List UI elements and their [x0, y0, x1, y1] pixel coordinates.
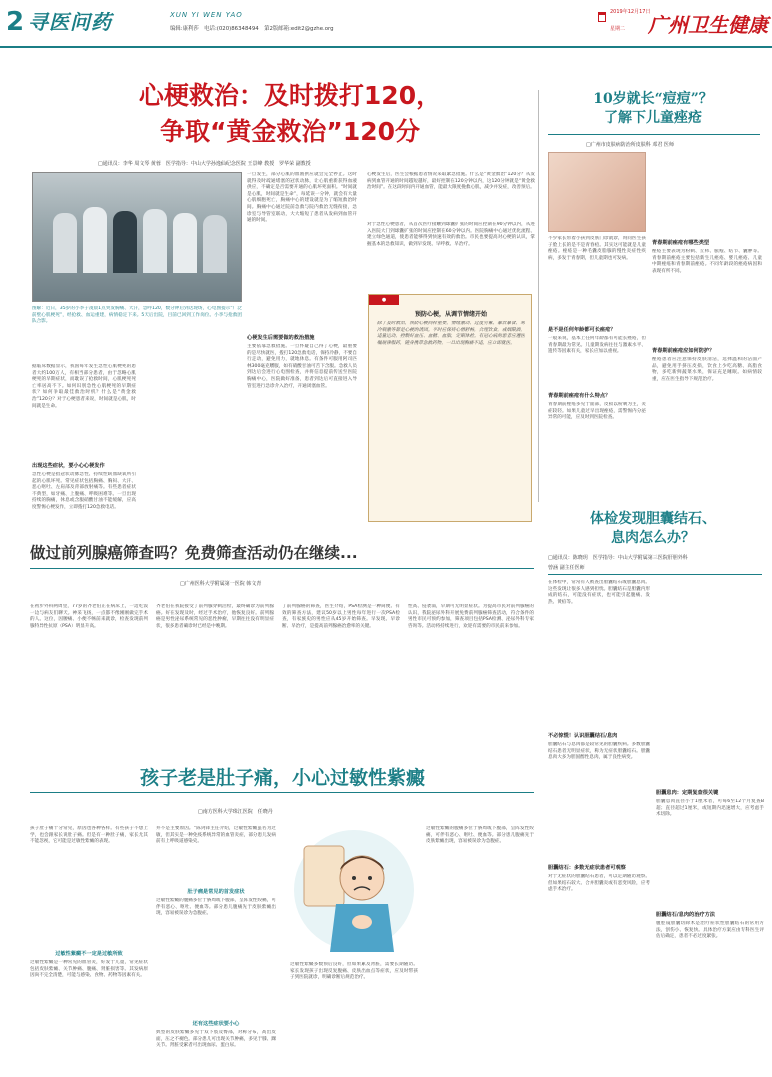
article1-subhead2: 心梗发生后需要做的救治措施 — [247, 335, 315, 341]
article1-body5: 对于急性心梗患者，从首次医疗接触到球囊扩张的时间应控制在90分钟以内，从进入医院大门到球囊扩张的时间应控制在60分钟以内。医院胸痛中心通过优化流程、建立绿色通道，使患者能够得到快速有效的救治。市民也要提高对心梗的认识，掌握基本的急救知识，做到早发现、早呼救、早治疗。 — [367, 222, 535, 247]
masthead-rule — [0, 46, 772, 48]
article2-col4: 性高、侵袭弱，早期可无明显症状。为提高市民对前列腺癌的认识，我院泌尿外科开展免费前列腺癌筛查活动，符合条件的男性市民可预约参加，筛查项目包括PSA检测、泌尿外科专家咨询等。活动将持续进行，欢迎有需要的市民前来参加。 — [408, 604, 534, 629]
side1-intro: 不少家长带着小孩到皮肤门诊就诊，询问医生孩子脸上长的是不是青春痘。其实这可能就是儿童痤疮。痤疮是一种毛囊皮脂腺的慢性炎症性疾病，多发于青春期，但儿童期也可发病。 — [548, 236, 646, 261]
side1-subhead4: 青春期前痤疮应如何防护？ — [652, 348, 715, 354]
article3-byline: □南方医科大学珠江医院 任晓丹 — [198, 809, 273, 815]
side2-headline — [546, 510, 760, 548]
article2-byline: □广州医科大学附属第一医院 韩文青 — [180, 581, 262, 587]
page-number: 2 — [6, 7, 25, 37]
article3-col2 — [156, 826, 276, 1072]
child-stomachache-illustration — [290, 826, 418, 954]
side1-body2: 一般来说，基本上任何年龄都有可能长痤疮，但青春期最为常见。儿童期发病往往与激素水平、遗传等因素有关，家长应加以重视。 — [548, 336, 646, 355]
side2-body1: 在体检中，常常有人被查出胆囊结石或胆囊息肉。这些发现让很多人感到担忧。胆囊结石是胆囊内形成的结石，可能没有症状，也可能引起腹痛、发热、黄疸等。 — [548, 580, 650, 605]
masthead-info: 编辑:康利莎 电话:(020)86348494 第2版邮箱:edit2@gzhe.org — [170, 26, 334, 32]
article3-body1: 孩子肚子痛十分常见，原因也各种各样。有些孩子不想上学，也会跟家长说肚子痛。但是有一种肚子痛，家长尤其不能忽视，它可能是过敏性紫癜的表现。 — [30, 826, 148, 845]
article1-col3 — [247, 172, 357, 542]
article3-subhead2: 肚子痛是常见的首发症状 — [187, 889, 245, 895]
article2-col3: 了前列腺癌的筛查，医生介绍，PSA检测是一种简便、有效的筛查方法，建议50岁以上男性每年进行一次PSA检查，有家族史的男性应从45岁开始筛查。早发现、早诊断、早治疗，是提高前列腺癌治愈率的关键。 — [282, 604, 400, 629]
side2-body4: 胆囊息肉直径小于1厘米者，可每6至12个月复查B超；直径超过1厘米，或短期内迅速增大，应考虑手术切除。 — [656, 799, 764, 818]
side1-rule — [548, 134, 760, 135]
article3-col4-text: 过敏性紫癜的腹痛多位于脐周或下腹部，呈阵发性绞痛，可伴有恶心、呕吐、便血等。部分患儿腹痛先于皮肤紫癜出现，容易被误诊为急腹症。 — [426, 826, 534, 845]
article3-col1 — [30, 826, 148, 1072]
side2-rule — [548, 574, 762, 575]
article3-body4: 过敏性紫癜的腹痛多位于脐周或下腹部，呈阵发性绞痛，可伴有恶心、呕吐、便血等。部分患儿腹痛先于皮肤紫癜出现，容易被误诊为急腹症。 — [156, 898, 276, 917]
side2-byline2: 曾涵 副主任医师 — [548, 565, 585, 571]
side1-col2 — [652, 152, 762, 502]
article2-col1: 在初步外科两周里，77岁的齐老伯正在病床上，一边吃饭一边与病友们聊天。神采飞扬，一点都不像刚刚做完手术的人。这位，因腰痛、小便不畅前来就诊，检查发现前列腺特异性抗原（PSA）明显升高。 — [30, 604, 148, 629]
article1-boxout — [368, 294, 532, 522]
article1-body4: 心梗发生后，医生会根据患者情况采取紧急措施。什么是“黄金救治”120分？从发病到血管开通的时间越短越好，最好控制在120分钟以内，这120分钟就是“黄金救治时间”。在这段时间内开通血管，能最大限度挽救心肌，减少并发症，改善预后。 — [367, 172, 535, 191]
article1-headline-line2: 争取“黄金救治”120分 — [159, 117, 421, 146]
side1-subhead3: 青春期前痤疮有什么特点？ — [548, 393, 611, 399]
side1-body1: 痤疮主要表现为粉刺、丘疹、脓疱、结节、囊肿等。青春期前痤疮主要包括新生儿痤疮、婴儿痤疮、儿童中期痤疮和青春期前痤疮。不同年龄段的痤疮病因和表现有所不同。 — [652, 249, 762, 274]
side2-col1 — [548, 580, 650, 1072]
article3-body2: 过敏性紫癜是一种常见的血管炎，好发于儿童，常见症状包括皮肤紫癜、关节肿痛、腹痛、肾脏损害等。其发病原因尚不完全清楚，可能与感染、食物、药物等因素有关。 — [30, 960, 148, 979]
article1-subhead1: 出现这些症状，要小心心梗发作 — [32, 463, 105, 469]
article1-intro: 据临床数据显示，我国每年发生急性心肌梗死的患者大约100万人，有相当部分患者，由于忽略心肌梗死的早期症状，而耽误了抢救时间，心肌梗死死亡率居高不下。如何识别急性心肌梗死的早期症状？如何争取最佳救治时机？什么是“黄金救治”120分？对于心梗患者来说，时间就是心肌，时间就是生命。 — [32, 364, 136, 409]
article2-rule — [30, 568, 534, 569]
side1-body4: 痤疮患者应注意保持皮肤清洁，选择温和的洁面产品，避免用手挤压皮损，饮食上少吃高糖、高脂食物，多吃新鲜蔬菜水果，保证充足睡眠。如病情较重，应在医生指导下规范治疗。 — [652, 357, 762, 382]
side1-headline-line1: 10岁就长“痘痘”？ — [593, 91, 713, 107]
boxout-title: 预防心梗，从调节情绪开始 — [414, 311, 487, 318]
side2-subhead3: 胆囊息肉：定期复查很关键 — [656, 790, 719, 796]
side2-body2: 胆囊结石与息肉都是较常见的胆囊疾病。多数胆囊结石患者无明显症状，称为无症状胆囊结石。胆囊息肉大多为胆固醇性息肉，属于良性病变。 — [548, 742, 650, 761]
side2-byline1: □通讯员：陈晓玥 医学指导：中山大学附属第三医院肝胆外科 — [548, 555, 688, 561]
side1-col1 — [548, 152, 646, 502]
article1-body2: 一旦发生，部分心肌的血液供应就会完全停止。这时就得及时疏通堵塞的冠状动脉，让心肌重新获得血液供应，不确定是否需要开通的心肌坏死面积。“时间就是心肌，时间就是生命”，每延误一分钟，就会有大量心肌细胞死亡，胸痛中心的建设就是为了缩短救治时间。胸痛中心通过院前急救与院内救治无缝衔接，急诊室与导管室联动，大大缩短了患者从发病到血管开通的时间。 — [247, 172, 357, 224]
article2-col2: 齐老伯在我院接受了前列腺穿刺活检，最终确诊为前列腺癌。好在发现及时，经过手术治疗，他恢复良好。前列腺癌是男性泌尿系统常见的恶性肿瘤，早期往往没有明显症状，很多患者确诊时已经是中晚期。 — [156, 604, 274, 629]
article3-subhead1: 过敏性紫癜不一定是过敏所致 — [55, 951, 123, 957]
issue-weekday: 星期二 — [610, 26, 626, 32]
side2-col2 — [656, 580, 764, 1072]
side2-body5: 腹腔镜胆囊切除术是治疗症状性胆囊结石的常用方法，创伤小、恢复快。具体治疗方案应由专科医生评估后确定，患者不必过度紧张。 — [656, 921, 764, 940]
masthead — [0, 0, 772, 48]
article2-headline: 做过前列腺癌筛查吗？免费筛查活动仍在继续... — [30, 544, 358, 562]
side2-headline-line1: 体检发现胆囊结石、 — [590, 511, 716, 527]
side1-photo — [548, 152, 646, 232]
article1-headline-line1: 心梗救治：及时拨打120， — [138, 81, 442, 110]
article1-body1: 急性心梗是指冠状动脉急性、持续性缺血缺氧所引起的心肌坏死。常见症状包括胸痛、胸闷、大汗、恶心呕吐、左肩部及背部放射痛等。有些患者症状不典型，如牙痛、上腹痛、呼吸困难等。一旦出现持续的胸痛，休息或含服硝酸甘油不能缓解，应高度警惕心梗发作，立即拨打120急救电话。 — [32, 472, 136, 510]
article3-body3: 并不是主要原因。“陈剑锋主任介绍，过敏性紫癜虽名为过敏，但其实是一种免疫系统异常的血管炎症，部分患儿发病前有上呼吸道感染史。 — [156, 826, 276, 845]
article1-byline: □通讯员：李华 周文琴 黄蓉 医学指导：中山大学孙逸仙纪念医院 王景峰 教授 罗华荣 副教授 — [98, 161, 311, 167]
side2-subhead2: 胆囊结石：多数无症状患者可观察 — [548, 865, 626, 871]
article1-body3: 主要依靠急救措施。一旦怀疑自己得了心梗，最重要的是尽快就医，拨打120急救电话，保持冷静，不要自行走动，避免用力，就地休息。有条件可服用阿司匹林300毫克嚼服，如有硝酸甘油可舌下含服。急救人员到达后会进行心电图检查，并将信息提前传送至医院胸痛中心，医院做好准备，患者到达后可直接进入导管室进行急诊介入治疗，开通闭塞血管。 — [247, 344, 357, 389]
calendar-icon — [598, 12, 606, 22]
paper-name: 广州卫生健康 — [648, 13, 768, 37]
side2-headline-line2: 息肉怎么办？ — [611, 530, 695, 546]
side1-subhead2: 是不是任何年龄都可长痤疮？ — [548, 327, 616, 333]
side1-byline: □广州市皮肤病防治所皮肤科 邓君 医师 — [586, 142, 674, 148]
article1-col1 — [32, 364, 136, 542]
side1-headline-line2: 了解下儿童痤疮 — [604, 110, 702, 126]
article1-photo-caption: 图解：近日，35岁的小李子凌晨1点突发胸痛、大汗，急呼120，数分钟后到达现场，心电图提示“广泛前壁心肌梗死”，经抢救、血运重建，病情稳定下来。5天后出院，目前已回到工作岗位。小李与抢救团队合影。 — [32, 306, 242, 325]
side2-body3: 对于无症状的胆囊结石患者，可以定期随访观察。但如果结石较大、合并胆囊炎或有恶变风险，应考虑手术治疗。 — [548, 874, 650, 893]
article3-illustration — [290, 826, 418, 954]
article1-photo — [32, 172, 242, 302]
section-pinyin: XUN YI WEN YAO — [170, 11, 243, 19]
article3-headline: 孩子老是肚子痛，小心过敏性紫癜 — [139, 767, 425, 789]
side2-subhead1: 不必惊慌！认识胆囊结石/息肉 — [548, 733, 618, 739]
article3-subhead3: 还有这些症状要小心 — [192, 1021, 240, 1027]
side1-headline — [546, 90, 760, 128]
article3-rule — [30, 792, 534, 793]
side2-subhead4: 胆囊结石/息肉的治疗方法 — [656, 912, 715, 918]
article3-col3-text: 过敏性紫癜多数预后良好，但如果累及肾脏，需要长期随访。家长发现孩子出现反复腹痛、皮肤出血点等症状，应及时带孩子到医院就诊，明确诊断后规范治疗。 — [290, 962, 418, 981]
boxout-tag: ● — [369, 295, 399, 305]
boxout-text: 除了及时救治，预防心梗同样重要。情绪激动、过度劳累、暴饮暴食、寒冷刺激等都是心梗的诱因。平时应保持心情舒畅，合理饮食，戒烟限酒，适量运动，控制好血压、血糖、血脂，定期体检。有冠心病的患者应遵医嘱规律服药，随身携带急救药物，一旦出现胸痛不适，应立即就医。 — [377, 321, 525, 346]
article1-headline — [60, 78, 520, 150]
issue-date: 2019年12月17日 — [610, 9, 651, 15]
side1-body3: 青春期前痤疮多见于面部，皮损以粉刺为主，炎症较轻。如果儿童过早出现痤疮，需警惕内分泌异常的可能，应及时到医院检查。 — [548, 402, 646, 421]
side1-subhead1: 青春期前痤疮有哪些类型 — [652, 240, 710, 246]
section-title: 寻医问药 — [28, 10, 112, 34]
article3-body5: 典型的皮肤紫癜多见于双下肢及臀部，对称分布，高出皮面，压之不褪色。部分患儿可出现关节肿痛，多见于膝、踝关节。肾脏受累者可出现血尿、蛋白尿。 — [156, 1030, 276, 1049]
